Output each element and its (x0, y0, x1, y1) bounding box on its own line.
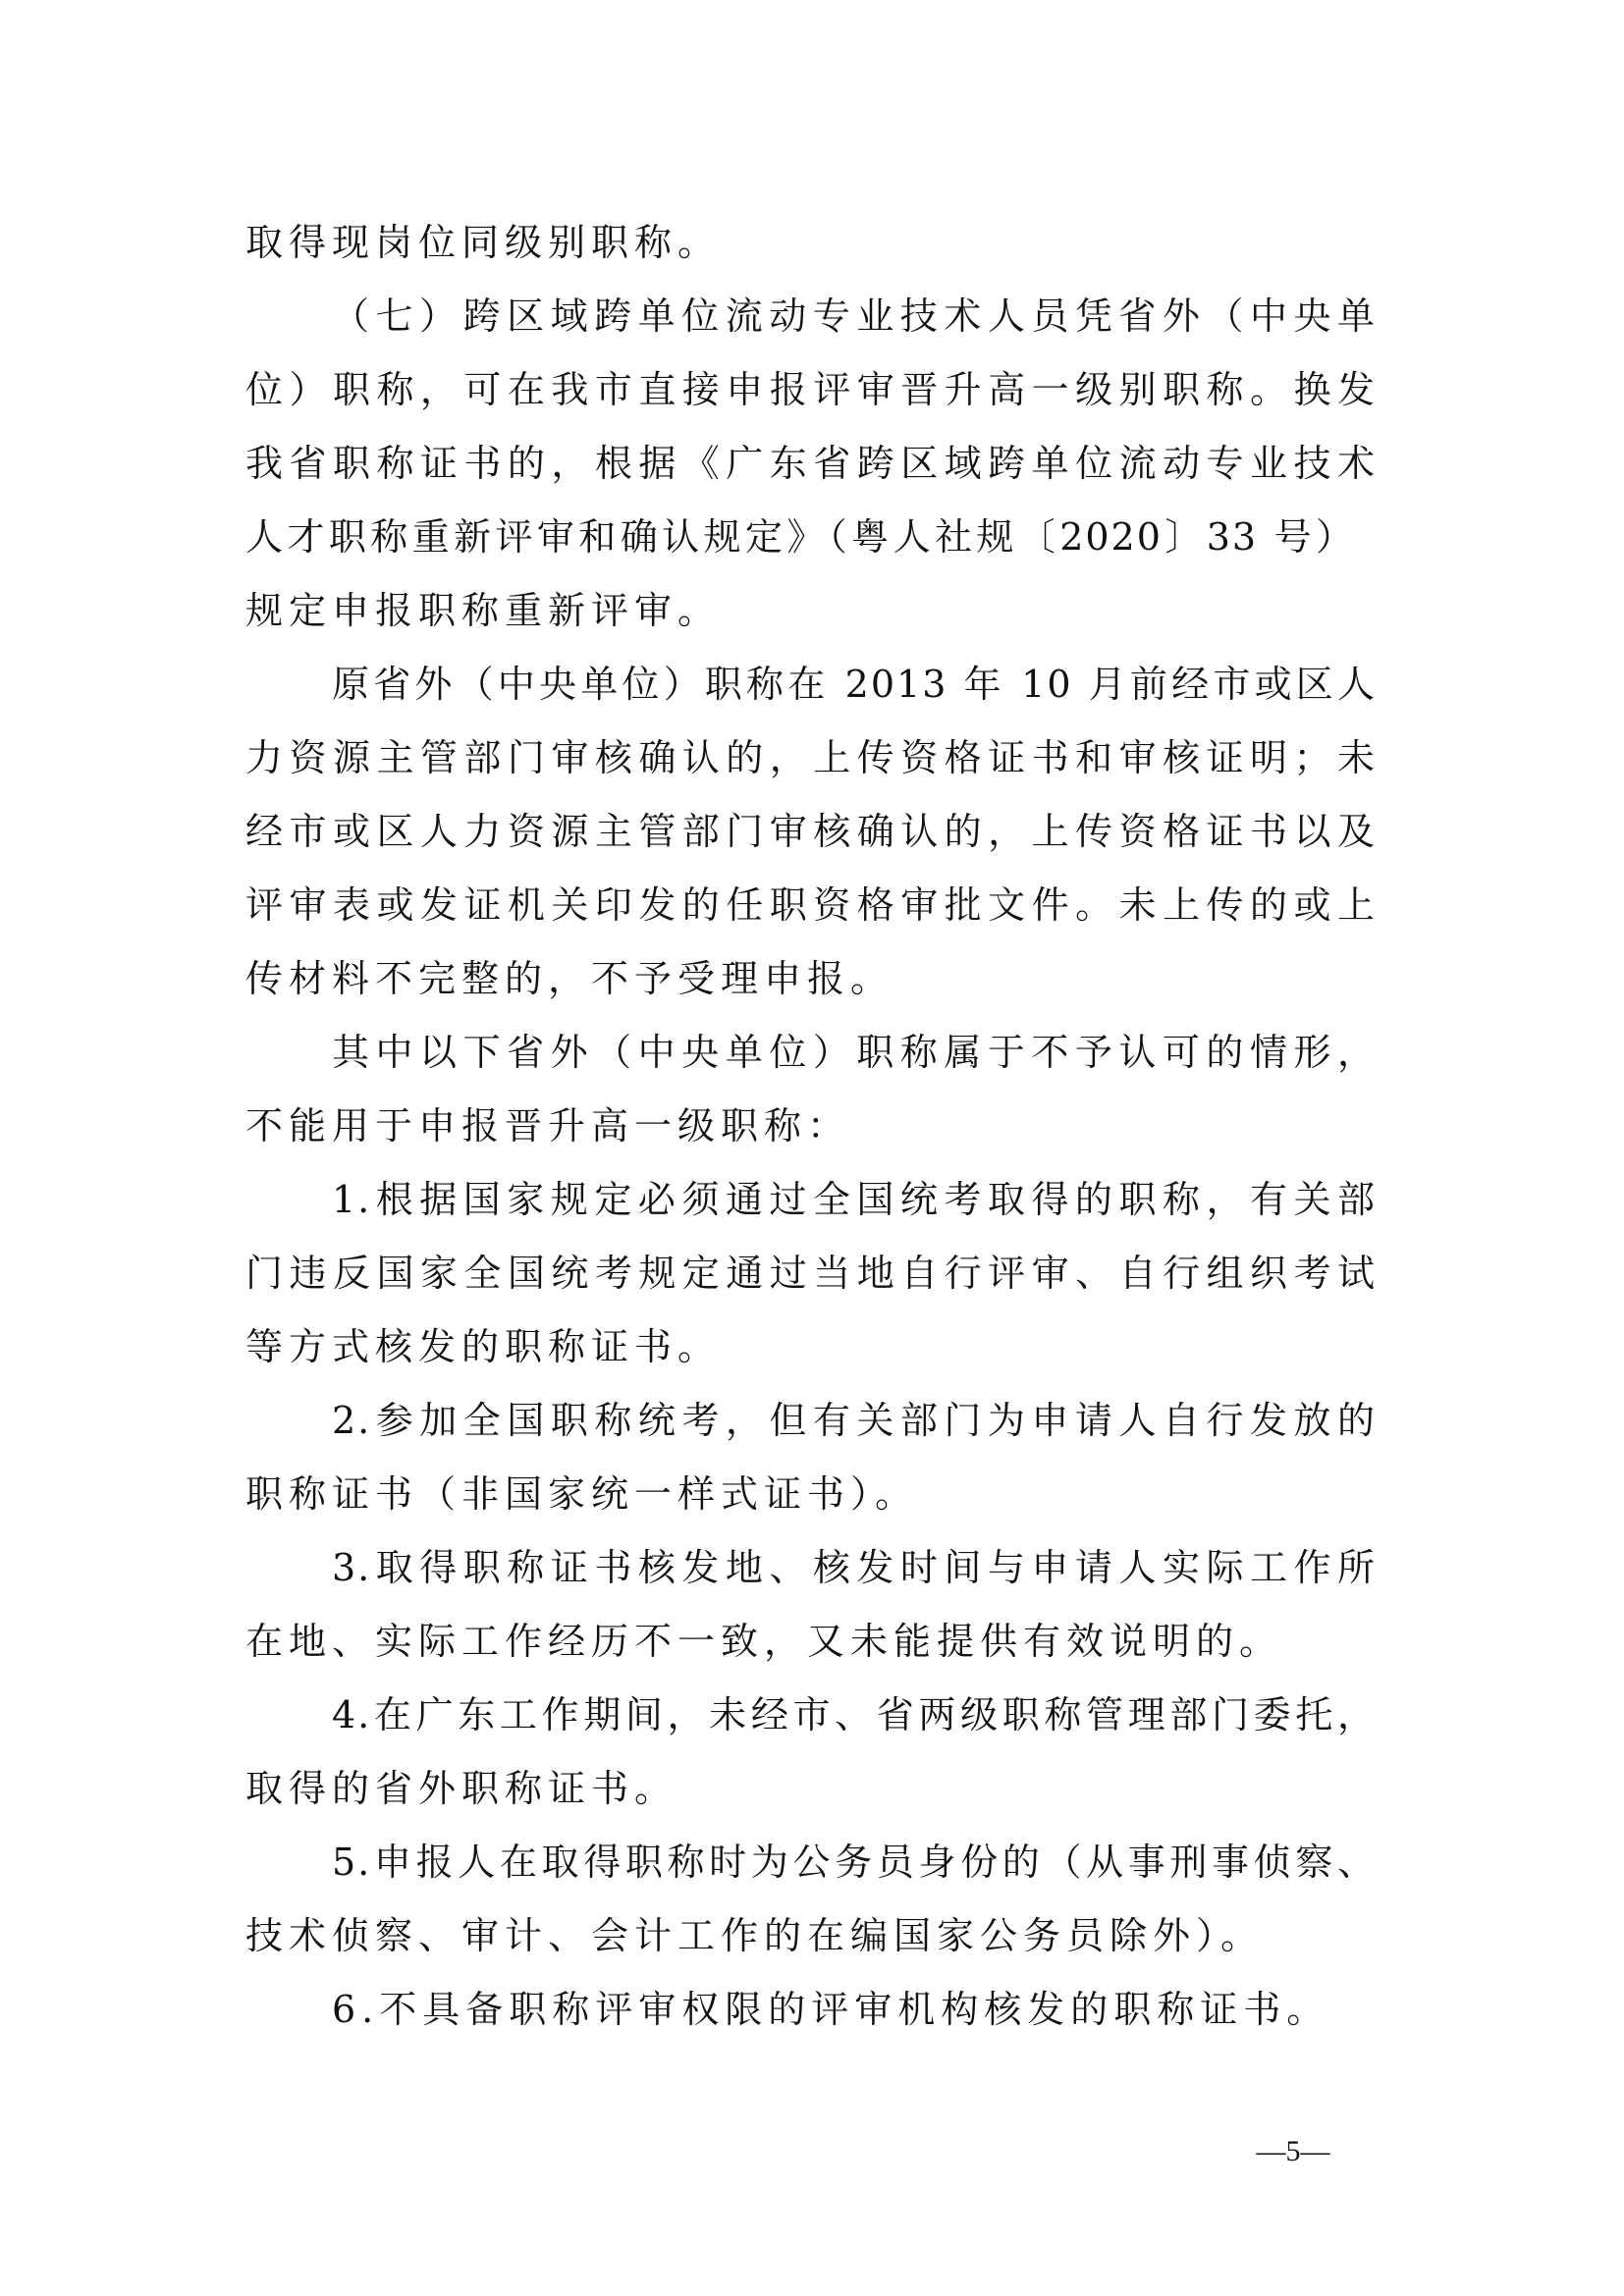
paragraph-heading-line: （七）跨区域跨单位流动专业技术人员凭省外（中央单 (332, 294, 1377, 338)
list-item-6-line: 6.不具备职称评审权限的评审机构核发的职称证书。 (332, 1988, 1330, 2031)
text-line: 等方式核发的职称证书。 (245, 1325, 722, 1368)
list-item-2-line: 2.参加全国职称统考，但有关部门为申请人自行发放的 (332, 1399, 1377, 1442)
paragraph-first-line: 其中以下省外（中央单位）职称属于不予认可的情形， (332, 1031, 1377, 1074)
text-line: 在地、实际工作经历不一致，又未能提供有效说明的。 (245, 1620, 1283, 1663)
text-line: 规定申报职称重新评审。 (245, 589, 722, 632)
text-line: 经市或区人力资源主管部门审核确认的，上传资格证书以及 (245, 810, 1377, 853)
page-number: —5— (1256, 2135, 1330, 2167)
text-line: 取得现岗位同级别职称。 (245, 221, 722, 264)
body-text (245, 214, 1377, 2055)
text-line: 位）职称，可在我市直接申报评审晋升高一级别职称。换发 (245, 368, 1377, 411)
text-line: 门违反国家全国统考规定通过当地自行评审、自行组织考试 (245, 1252, 1377, 1295)
text-line: 取得的省外职称证书。 (245, 1767, 678, 1810)
paragraph-first-line: 原省外（中央单位）职称在 2013 年 10 月前经市或区人 (332, 663, 1377, 706)
text-line: 力资源主管部门审核确认的，上传资格证书和审核证明；未 (245, 736, 1377, 779)
text-line: 评审表或发证机关印发的任职资格审批文件。未上传的或上 (245, 883, 1377, 927)
text-line: 技术侦察、审计、会计工作的在编国家公务员除外）。 (245, 1914, 1265, 1957)
text-line: 不能用于申报晋升高一级职称： (245, 1104, 851, 1148)
list-item-5-line: 5.申报人在取得职称时为公务员身份的（从事刑事侦察、 (332, 1841, 1377, 1884)
text-line: 职称证书（非国家统一样式证书）。 (245, 1472, 919, 1516)
text-line: 传材料不完整的，不予受理申报。 (245, 957, 894, 1000)
list-item-3-line: 3.取得职称证书核发地、核发时间与申请人实际工作所 (332, 1546, 1377, 1589)
text-line: 我省职称证书的，根据《广东省跨区域跨单位流动专业技术 (245, 442, 1377, 485)
list-item-1-line: 1.根据国家规定必须通过全国统考取得的职称，有关部 (332, 1178, 1377, 1221)
list-item-4-line: 4.在广东工作期间，未经市、省两级职称管理部门委托， (332, 1693, 1377, 1736)
text-line: 人才职称重新评审和确认规定》（粤人社规〔2020〕33 号） (245, 515, 1355, 559)
